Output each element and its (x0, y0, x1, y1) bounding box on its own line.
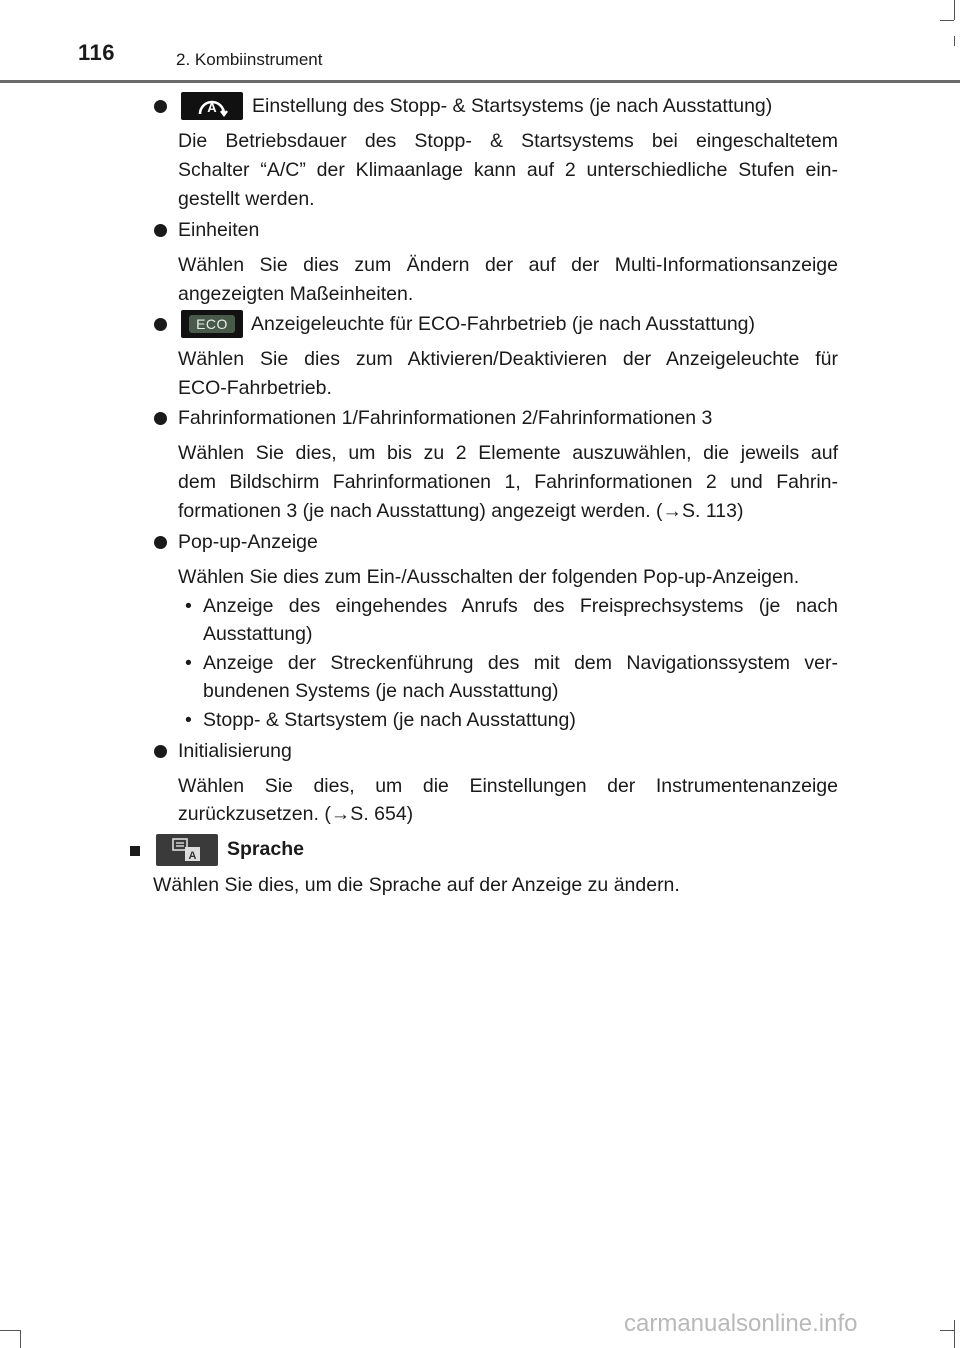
header-rule (0, 80, 960, 83)
paragraph-line: dem Bildschirm Fahrinformationen 1, Fahrinformationen 2 und Fahrin- (178, 471, 838, 493)
crop-mark (954, 1320, 955, 1348)
svg-text:A: A (188, 850, 197, 862)
paragraph-line: Schalter “A/C” der Klimaanlage kann auf 2 unterschiedliche Stufen ein- (178, 159, 838, 181)
sub-item-line: Anzeige der Streckenführung des mit dem Navigationssystem ver- (203, 652, 838, 674)
paragraph-line: gestellt werden. (178, 188, 315, 210)
sub-bullet: • (185, 595, 192, 617)
section-square-marker (130, 846, 140, 856)
language-icon (156, 834, 218, 866)
item-title: Anzeigeleuchte für ECO-Fahrbetrieb (je nach Ausstattung) (251, 313, 756, 335)
eco-icon-label: ECO (196, 316, 228, 332)
crop-mark (954, 0, 955, 20)
item-title: Einstellung des Stopp- & Startsystems (je nach Ausstattung) (252, 95, 773, 117)
sub-item-line: Ausstattung) (203, 623, 313, 645)
paragraph-line: Wählen Sie dies, um die Einstellungen der Instrumentenanzeige (178, 775, 838, 797)
crop-mark (20, 1330, 21, 1348)
bullet (154, 318, 167, 331)
eco-indicator-icon (181, 310, 243, 338)
page-number: 116 (78, 40, 115, 65)
paragraph-line: Wählen Sie dies zum Ändern der auf der Multi-Informationsanzeige (178, 254, 838, 276)
paragraph-line: Wählen Sie dies zum Ein-/Ausschalten der folgenden Pop-up-Anzeigen. (178, 566, 800, 588)
sub-bullet: • (185, 652, 192, 674)
bullet (154, 412, 167, 425)
eco-icon-frame (189, 315, 235, 333)
paragraph-line: Die Betriebsdauer des Stopp- & Startsystems bei eingeschaltetem (178, 130, 838, 152)
bullet (154, 536, 167, 549)
section-title: 2. Kombiinstrument (176, 50, 323, 69)
item-title: Pop-up-Anzeige (178, 531, 318, 553)
paragraph-line: Wählen Sie dies, um bis zu 2 Elemente auszuwählen, die jeweils auf (178, 442, 838, 464)
item-title: Einheiten (178, 219, 260, 241)
paragraph-line: zurückzusetzen. (→S. 654) (178, 803, 414, 825)
crop-mark (940, 20, 954, 21)
paragraph-line: Wählen Sie dies zum Aktivieren/Deaktivieren der Anzeigeleuchte für (178, 348, 838, 370)
page-header (0, 0, 960, 84)
bullet (154, 745, 167, 758)
auto-stop-start-icon (181, 92, 243, 120)
section-heading: Sprache (227, 838, 304, 860)
bullet (154, 100, 167, 113)
sub-bullet: • (185, 709, 192, 731)
crop-mark (0, 1330, 20, 1331)
sub-item-line: Anzeige des eingehendes Anrufs des Freisprechsystems (je nach (203, 595, 838, 617)
sub-item-line: bundenen Systems (je nach Ausstattung) (203, 680, 559, 702)
bullet (154, 224, 167, 237)
paragraph-line: Wählen Sie dies, um die Sprache auf der Anzeige zu ändern. (153, 874, 680, 896)
crop-mark (940, 1330, 954, 1331)
item-title: Fahrinformationen 1/Fahrinformationen 2/Fahrinformationen 3 (178, 407, 713, 429)
svg-text:A: A (207, 100, 217, 115)
sub-item-line: Stopp- & Startsystem (je nach Ausstattung) (203, 709, 576, 731)
crop-mark (954, 36, 955, 46)
paragraph-line: ECO-Fahrbetrieb. (178, 377, 332, 399)
paragraph-line: formationen 3 (je nach Ausstattung) angezeigt werden. (→S. 113) (178, 500, 744, 522)
paragraph-line: angezeigten Maßeinheiten. (178, 283, 414, 305)
item-title: Initialisierung (178, 740, 292, 762)
watermark: carmanualsonline.info (624, 1310, 858, 1337)
